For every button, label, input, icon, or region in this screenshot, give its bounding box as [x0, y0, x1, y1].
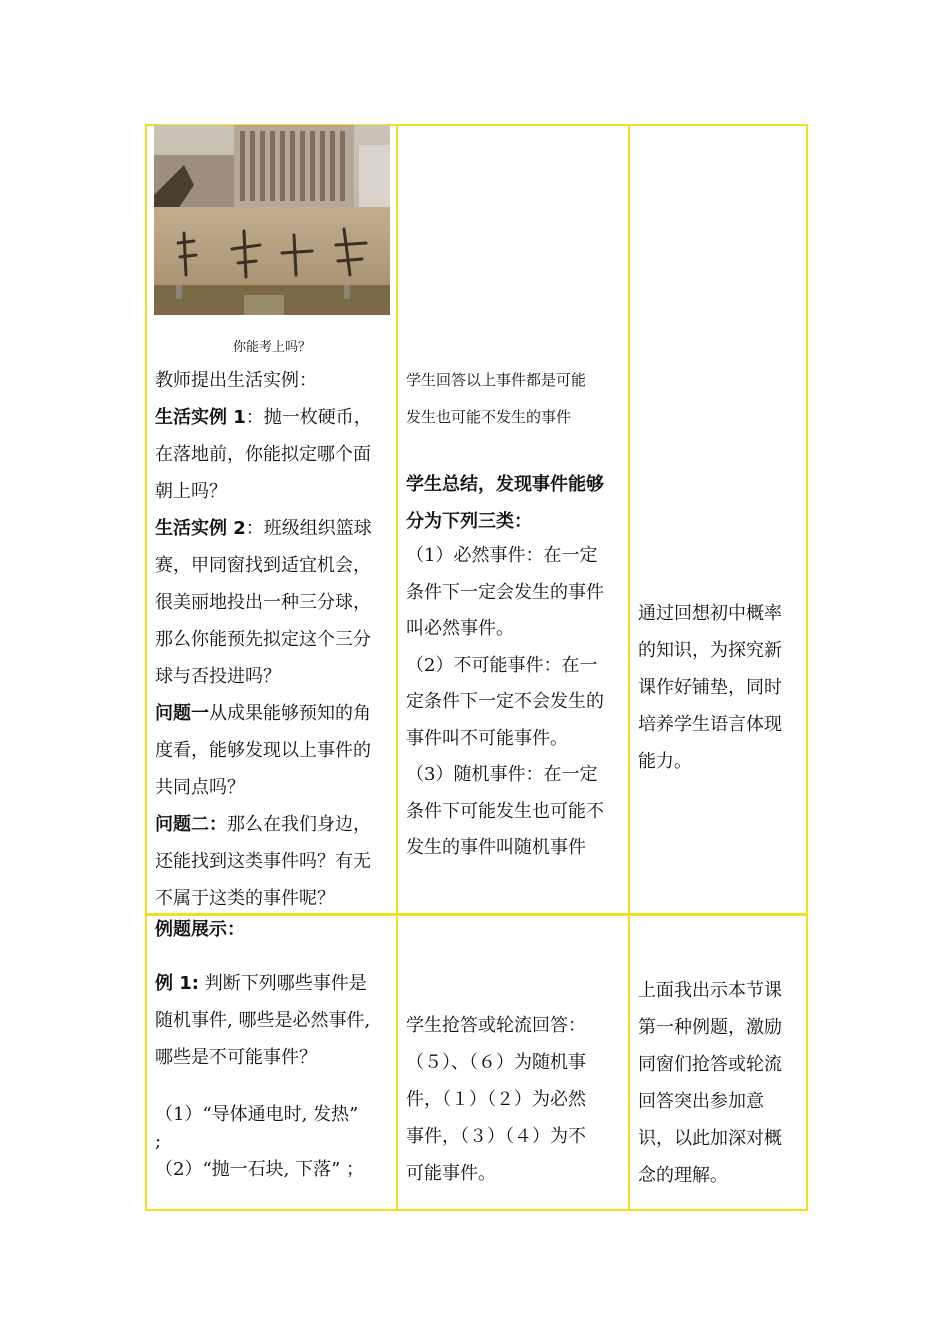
- text-line: 很美丽地投出一种三分球，: [155, 592, 371, 613]
- example-1: 例 1: 判断下列哪些事件是 随机事件, 哪些是必然事件, 哪些是不可能事件？: [155, 973, 371, 1068]
- university-gate-photo: [154, 125, 390, 315]
- text-line: 还能找到这类事件吗？有无: [155, 851, 371, 872]
- row1-col2-list: （1）必然事件：在一定 条件下一定会发生的事件 叫必然事件。 （2）不可能事件：在一 定条件下一定不会发生的 事件叫不可能事件。 （3）随机事件：在一定 条件下可能发生也可能不 发生的事件叫随机事件: [406, 545, 604, 858]
- row1-col3-cell: [628, 124, 808, 916]
- photo-caption: 你能考上吗？: [232, 340, 311, 355]
- row1-col1-text: [155, 362, 393, 917]
- text-line: 问题一从成果能够预知的角: [155, 703, 371, 724]
- row2-col3-text: 上面我出示本节课 第一种例题，激励 同窗们抢答或轮流 回答突出参加意 识，以此加深对概 念的理解。: [638, 980, 782, 1186]
- text-line: 共同点吗？: [155, 777, 245, 798]
- text-line: 生活实例 1：抛一枚硬币，: [155, 407, 372, 428]
- text-line: 生活实例 2：班级组织篮球: [155, 518, 372, 539]
- text-line: 那么你能预先拟定这个三分: [155, 629, 371, 650]
- row1-col2-summary: 学生总结，发现事件能够 分为下列三类：: [406, 474, 604, 532]
- text-line: 不属于这类的事件呢？: [155, 888, 335, 909]
- text-line: 教师提出生活实例：: [155, 370, 317, 391]
- text-line: 赛，甲同窗找到适宜机会，: [155, 555, 371, 576]
- text-line: 问题二：那么在我们身边，: [155, 814, 371, 835]
- text-line: 度看，能够发现以上事件的: [155, 740, 371, 761]
- text-line: 球与否投进吗？: [155, 666, 281, 687]
- example-items: （1）“导体通电时, 发热” ; （2）“抛一石块, 下落” ；: [155, 1104, 365, 1180]
- text-line: 在落地前，你能拟定哪个面: [155, 444, 371, 465]
- row1-col2-intro: 学生回答以上事件都是可能 发生也可能不发生的事件: [406, 371, 587, 426]
- row1-col3-text: 通过回想初中概率 的知识，为探究新 课作好铺垫，同时 培养学生语言体现 能力。: [638, 603, 782, 772]
- row2-col2-answers: 学生抢答或轮流回答： （５）、（６）为随机事 件，（１）（２）为必然 事件，（３）（４）为不 可能事件。: [406, 1015, 586, 1184]
- text-line: 朝上吗？: [155, 481, 227, 502]
- examples-heading: 例题展示：: [155, 919, 245, 940]
